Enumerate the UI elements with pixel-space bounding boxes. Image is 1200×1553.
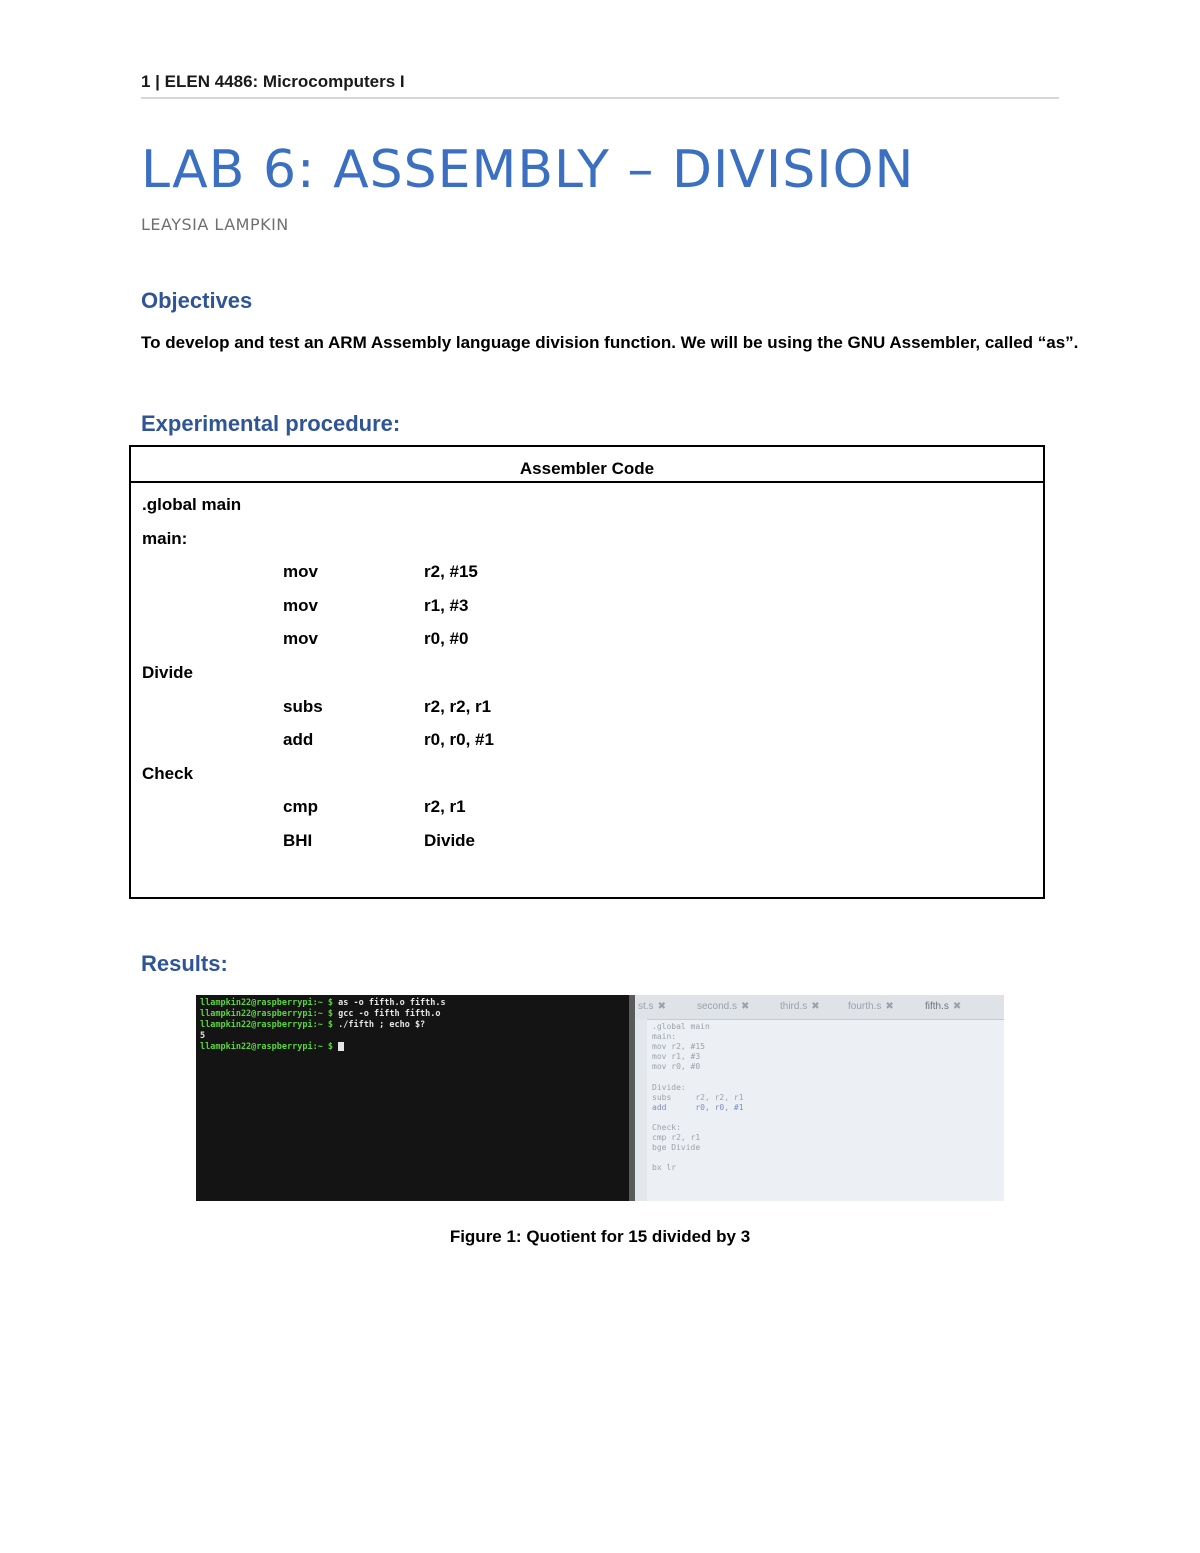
code-opcode: mov — [283, 562, 318, 582]
terminal-window — [196, 995, 632, 1201]
code-opcode: mov — [283, 629, 318, 649]
terminal-prompt: llampkin22@raspberrypi:~ $ — [200, 1020, 334, 1030]
editor-tab-label: second.s — [697, 1001, 738, 1012]
results-screenshot — [196, 995, 1004, 1201]
close-icon[interactable]: ✖ — [811, 1001, 820, 1012]
editor-line: add r0, r0, #1 — [652, 1102, 744, 1112]
code-operands: r1, #3 — [424, 595, 469, 615]
terminal-cursor — [338, 1042, 344, 1051]
objectives-heading: Objectives — [141, 288, 253, 313]
code-operands: r0, #0 — [424, 629, 469, 649]
terminal-line — [200, 1009, 441, 1019]
code-line — [131, 727, 1043, 753]
editor-tab-label: st.s — [638, 1001, 654, 1012]
code-line — [131, 626, 1043, 652]
terminal-line — [200, 1020, 425, 1030]
terminal-command: as -o fifth.o fifth.s — [333, 998, 446, 1008]
code-line — [131, 794, 1043, 820]
code-opcode: BHI — [283, 831, 313, 850]
author-name: LEAYSIA LAMPKIN — [141, 215, 289, 234]
code-line — [131, 492, 1043, 518]
code-operands: r2, r2, r1 — [424, 696, 492, 716]
terminal-prompt: llampkin22@raspberrypi:~ $ — [200, 998, 334, 1008]
editor-line: Divide: — [652, 1082, 686, 1092]
editor-tab-bar — [635, 995, 1004, 1020]
code-label: .global main — [142, 495, 242, 514]
code-opcode: cmp — [283, 797, 318, 817]
figure-caption: Figure 1: Quotient for 15 divided by 3 — [449, 1227, 751, 1246]
procedure-heading: Experimental procedure: — [141, 411, 401, 436]
terminal-line — [200, 1042, 344, 1052]
code-table-header: Assembler Code — [131, 447, 1043, 483]
editor-line: .global main — [652, 1022, 710, 1031]
editor-line: mov r2, #15 — [652, 1042, 705, 1052]
code-operands: r2, #15 — [424, 562, 478, 582]
objectives-text: To develop and test an ARM Assembly language division function. We will be using the GNU Assembler, called “as”. — [141, 333, 1079, 352]
editor-line: cmp r2, r1 — [652, 1133, 701, 1143]
code-line — [131, 694, 1043, 720]
terminal-command: 5 — [200, 1031, 206, 1041]
code-line — [131, 593, 1043, 619]
terminal-command: gcc -o fifth fifth.o — [333, 1009, 441, 1019]
editor-tab-label: fifth.s — [925, 1001, 949, 1012]
editor-line: bge Divide — [652, 1143, 701, 1153]
editor-line: main: — [652, 1032, 677, 1042]
code-operands: Divide — [424, 831, 476, 850]
code-opcode: add — [283, 730, 314, 750]
close-icon[interactable]: ✖ — [952, 1001, 962, 1012]
terminal-command: ./fifth ; echo $? — [333, 1020, 426, 1030]
code-operands: r2, r1 — [424, 797, 466, 817]
code-line — [131, 660, 1043, 686]
close-icon[interactable]: ✖ — [885, 1001, 894, 1012]
editor-line: bx lr — [652, 1163, 677, 1173]
code-label: main: — [142, 528, 188, 548]
editor-line: mov r1, #3 — [652, 1052, 701, 1062]
close-icon[interactable]: ✖ — [741, 1001, 750, 1012]
terminal-line — [200, 998, 446, 1008]
header-divider — [141, 97, 1059, 99]
code-opcode: mov — [283, 595, 318, 615]
code-operands: r0, r0, #1 — [424, 730, 494, 750]
editor-tab-label: fourth.s — [848, 1001, 882, 1012]
code-line — [131, 559, 1043, 585]
code-label: Check — [142, 763, 194, 783]
editor-line: Check: — [652, 1123, 681, 1132]
editor-line: subs r2, r2, r1 — [652, 1092, 744, 1102]
code-label: Divide — [142, 663, 194, 682]
editor-line: mov r0, #0 — [652, 1062, 701, 1072]
editor-window — [635, 995, 1004, 1201]
assembler-code-table — [129, 445, 1045, 899]
terminal-prompt: llampkin22@raspberrypi:~ $ — [200, 1009, 334, 1019]
code-opcode: subs — [283, 696, 323, 716]
editor-tab[interactable] — [780, 1001, 820, 1012]
document-title: LAB 6: ASSEMBLY – DIVISION — [141, 140, 915, 200]
results-heading: Results: — [141, 951, 228, 976]
editor-gutter — [635, 1019, 647, 1201]
code-line — [131, 761, 1043, 787]
code-line — [131, 526, 1043, 552]
code-line — [131, 828, 1043, 854]
editor-tab[interactable] — [638, 1001, 666, 1012]
page-header: 1 | ELEN 4486: Microcomputers I — [141, 72, 405, 91]
terminal-prompt: llampkin22@raspberrypi:~ $ — [200, 1042, 334, 1052]
editor-tab[interactable] — [925, 1001, 961, 1012]
editor-tab-label: third.s — [780, 1001, 808, 1012]
terminal-line — [200, 1031, 205, 1041]
close-icon[interactable]: ✖ — [657, 1001, 666, 1012]
editor-tab[interactable] — [848, 1001, 894, 1012]
editor-tab[interactable] — [697, 1001, 749, 1012]
